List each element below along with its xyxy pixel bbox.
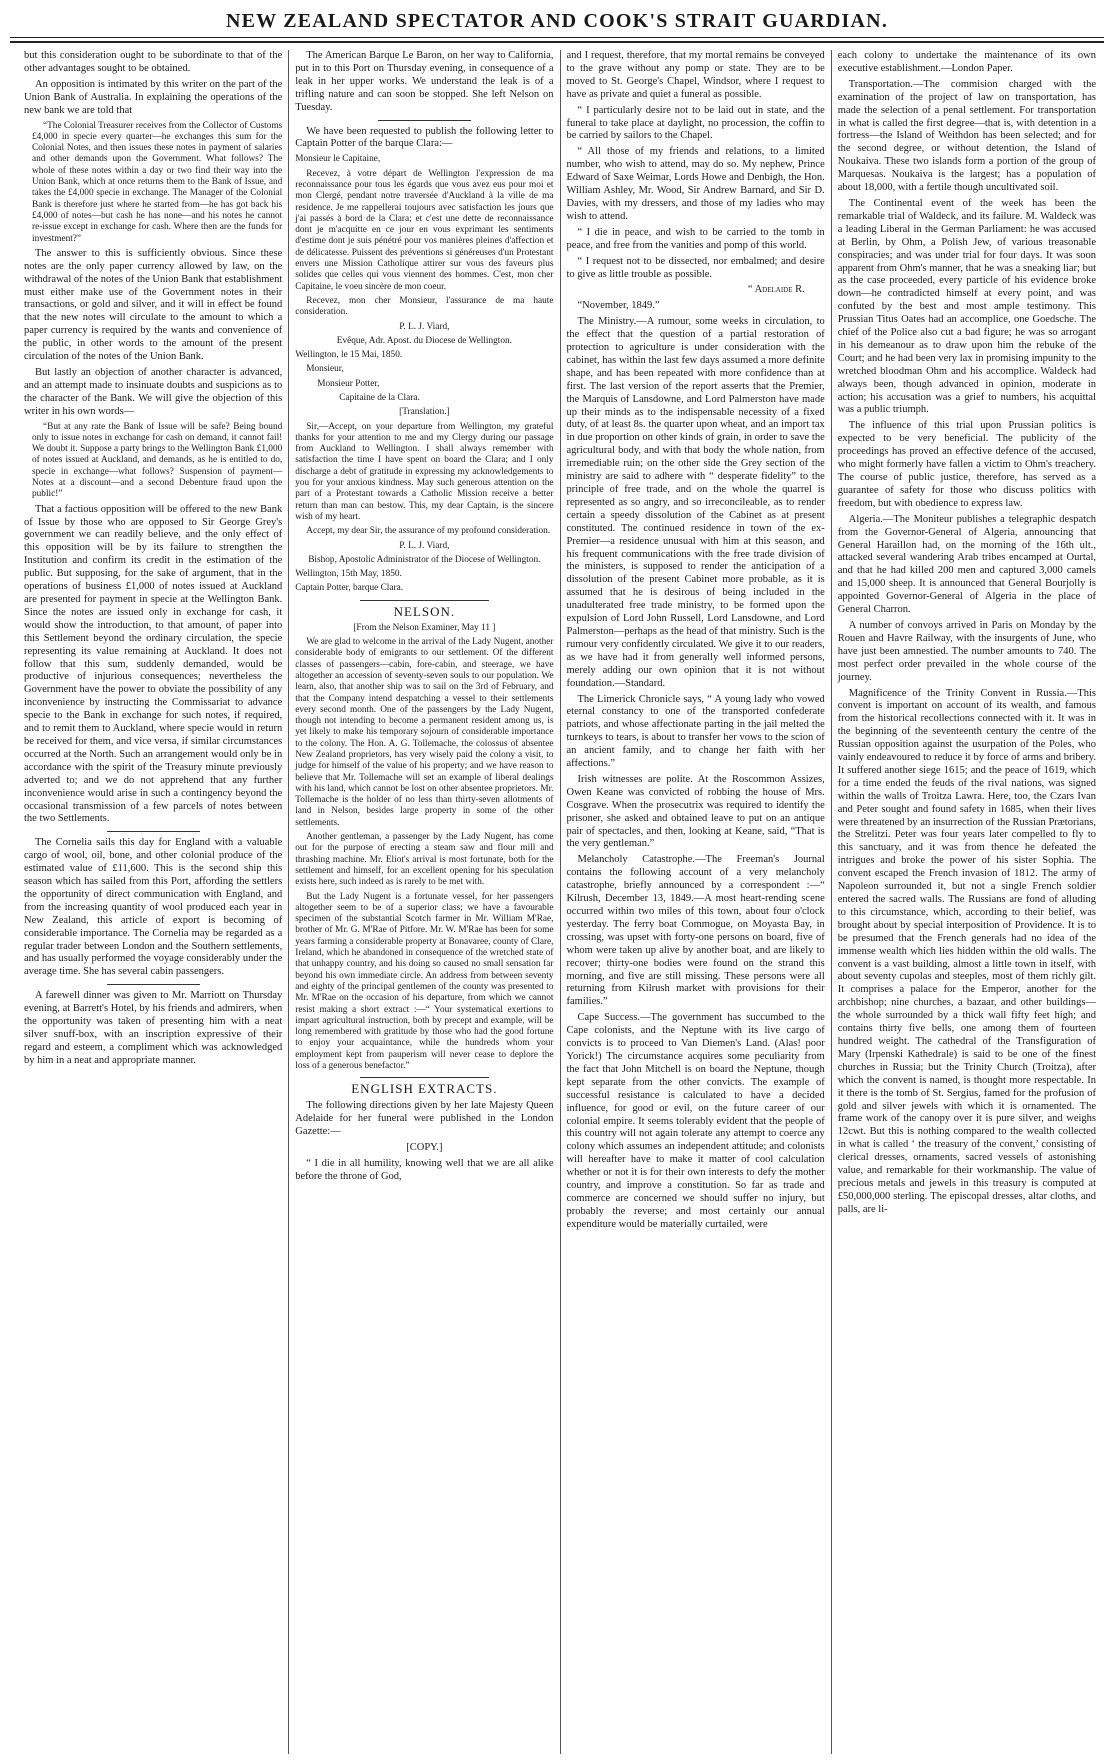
paragraph-cornelia: The Cornelia sails this day for England with a valuable cargo of wool, oil, bone, and other colonial produce of the estimated value of £11,600. This is the second ship this season which has sailed from this Port, affording the settlers the opportunity of direct communication with England, and from the increasing quantity of wool produced each year in New Zealand, this article of export is becoming of considerable importance. The Cornelia may be regarded as a regular trader between London and the Southern settlements, and has usually performed the voyage considerably under the average time. She has several cabin passengers.	[24, 837, 283, 978]
newspaper-title: NEW ZEALAND SPECTATOR AND COOK'S STRAIT GUARDIAN.	[225, 10, 889, 32]
paragraph: The American Barque Le Baron, on her way to California, put in to this Port on Thursday evening, in consequence of a leak in her upper works. We understand the leak is of a trifling nature and can soon be stopped. She left Nelson on Tuesday.	[295, 50, 554, 113]
paragraph: We are glad to welcome in the arrival of the Lady Nugent, another considerable body of emigrants to our settlement. Of the different classes of passengers—cabin, fore-cabin, and steerage, we have altogether an accession of seventy-seven souls to our population. We learn, also, that another ship was to sail on the 3rd of February, and that the Company intend despatching a vessel to their settlements every second month. One of the passengers by the Lady Nugent, though not intending to become a permanent resident among us, is yet likely to make his temporary sojourn of considerable importance to the colony. The Hon. A. G. Tollemache, the colossus of absentee New Zealand proprietors, has very wisely paid the colony a visit, to judge for himself of the value of his property; and we have reason to believe that Mr. Tollemache will set an example of liberal dealings with his land, which cannot be lost on other absentee proprietors. Mr. Tollemache is the holder of no less than thirty-seven allotments of land in Nelson, besides large property in some of the other settlements.	[295, 637, 554, 828]
paragraph-ministry: The Ministry.—A rumour, some weeks in circulation, to the effect that the question of a partial restoration of protection to agriculture is under consideration with the cabinet, has within the last few days assumed a more definite shape, and has been repeated with more confidence than at first. The last version of the report asserts that the Premier, the Marquis of Lansdowne, and Lord Palmerston have made up their minds as to the indispensable necessity of a fixed duty, of at least 8s. the quarter upon wheat, and an import tax in due proportion on other kinds of grain, in order to save the agricultural body, and with that body the whole nation, from irremediable ruin; on the other side the Grey section of the ministry are said to adhere with “ desperate fidelity” to the principle of free trade, and on the whole the quarrel is represented as so angry, and so irreconcileable, as to render certain a speedy dissolution of the Cabinet as at present constituted. The continued residence in town of the ex-Premier—a residence unusual with him at this season, and his frequent communications with the free trade division of the ministers, is supposed to render the anticipation of a dissolution of the present Cabinet more probable, as it is assumed that he is desirous of being included in the unadulterated free trade ministry, to be formed upon the expulsion of Lord John Russell, Lord Lansdowne, and Lord Palmerston—perhaps as the head of that ministry. Such is the rumour very confidently circulated. We give it to our readers, as we have had it from generally well informed persons, merely adding our own opinion that it is not without foundation.—Standard.	[566, 316, 825, 689]
letter-address: Monsieur Potter,	[317, 378, 380, 389]
letter-signature-title: Evêque, Adr. Apost. du Diocese de Wellington.	[336, 335, 512, 346]
paragraph: Irish witnesses are polite. At the Roscommon Assizes, Owen Keane was convicted of robbing the house of Mrs. Cosgrave. When the prosecutrix was required to identify the prisoner, she asked and obtained leave to put on an antique pair of spectacles, and then, looking at Keane, said, “That is the very gentleman.”	[566, 773, 825, 850]
paragraph: “ I die in peace, and wish to be carried to the tomb in peace, and free from the vanities and pomp of this world.	[566, 226, 825, 251]
paragraph: but this consideration ought to be subordinate to that of the other advantages sought to be obtained.	[24, 50, 283, 74]
date-line: “November, 1849.”	[577, 300, 660, 312]
paragraph: An opposition is intimated by this writer on the part of the Union Bank of Australia. In explaining the operations of the new bank we are told that	[24, 78, 283, 116]
letter-date: Wellington, 15th May, 1850.	[295, 569, 402, 580]
letter-body-french: Recevez, à votre départ de Wellington l'expression de ma reconnaissance pour tous les égards que vous avez eus pour moi et mon Clergé, pendant notre traversée d'Auckland à la ville de ma residence. Je me rappellerai toujours avec satisfaction les jours que j'ai passés à bord de la Clara; et c'est une dette de reconnaissance dont je m'acquitte en ce jour en vous exprimant les sentiments d'estime dont je suis pénétré pour vos manières pleines d'affection et de délicatesse. Puissent des préventions si généreuses d'un Protestant envers une Mission Catholique attirer sur vous des faveurs plus solides que celles qui vous viennent des hommes. C'est, mon cher Capitaine, le voeu sincère de mon coeur.	[295, 168, 554, 292]
paragraph-catastrophe: Melancholy Catastrophe.—The Freeman's Journal contains the following account of a very melancholy catastrophe, briefly announced by a correspondent :—“ Kilrush, December 13, 1849.—A most heart-rending scene occurred within two miles of this town, about four o'clock yesterday. The ferry boat Commogue, on Moyasta Bay, in crossing, was upset with forty-one persons on board, five of whom were taken up alive by another boat, and are likely to recover; thirty-one bodies were found on the strand this morning, and five are still missing. These persons were all returning from Kilrush market with provisions for their families.”	[566, 854, 825, 1008]
paragraph: each colony to undertake the maintenance of its own executive establishment.—London Paper.	[837, 50, 1096, 74]
letter-salutation: Monsieur le Capitaine,	[295, 154, 381, 165]
paragraph: We have been requested to publish the following letter to Captain Potter of the barque Clara:—	[295, 125, 554, 150]
page-columns	[18, 50, 1102, 1754]
paragraph: The following directions given by her late Majesty Queen Adelaide for her funeral were published in the London Gazette:—	[295, 1100, 554, 1138]
paragraph: That a factious opposition will be offered to the new Bank of Issue by those who are opposed to Sir George Grey's government we can readily believe, and the only effect of this opposition will be by its failure to strengthen the Institution and confirm its credit in the estimation of the public. But supposing, for the sake of argument, that in the operations of business £1,000 of notes issued at Auckland are presented for payment in specie at the Wellington Bank. Since the notes are issued only in exchange for cash, it would show the introduction, to that amount, of paper into this Settlement beyond the ordinary circulation, the specie representing its value remaining at Auckland. It does not follow that this sum, suddenly demanded, would be productive of injurious consequences; nevertheless the Government have the power to obviate the possibility of any inconvenience by instructing the Commissariat to advance specie to the Bank in exchange for such notes, if required, and to remit them to Auckland, where specie would in return be received for them, and vice versa, if similar circumstances occurred at the North. Such an arrangement would only be in accordance with the spirit of the Treasury minute previously adverted to; and we do not apprehend that any further inconvenience would arise in such a contingency beyond the occasional transmission of a few parcels of notes between the two Settlements.	[24, 503, 283, 825]
letter-body-english: Sir,—Accept, on your departure from Wellington, my grateful thanks for your attention to me and my Clergy during our passage from Auckland to Wellington. I shall always remember with satisfaction the time I have spent on board the Clara; and I only discharge a debt of gratitude in expressing my acknowledgements to you for your anxious kindness. May such generous attention on the part of a Protestant towards a Catholic Mission receive a better return than man can bestow. This, my dear Captain, is the sincere wish of my heart.	[295, 421, 554, 522]
letter-address: Monsieur,	[306, 364, 344, 375]
paragraph: The Limerick Chronicle says, “ A young lady who vowed eternal constancy to one of the transported confederate patriots, and whose affectionate parting in the jail melted the turnkeys to tears, is about to transfer her vows to the scion of an ancient family, and to change her faith with her affections.”	[566, 693, 825, 770]
quotation: “But at any rate the Bank of Issue will be safe? Being bound only to issue notes in exchange for cash on demand, it cannot fail! We doubt it. Suppose a party brings to the Wellington Bank £1,000 of notes issued at Auckland, and demands, as he is entitled to do, specie in exchange—what follows? Suspension of payment—Notes at a discount—and a second Debenture fraud upon the public!”	[32, 421, 283, 500]
letter-signature: P. L. J. Viard,	[399, 321, 450, 332]
masthead	[10, 8, 1104, 43]
paragraph: The Continental event of the week has been the remarkable trial of Waldeck, and its failure. M. Waldeck was a leading Liberal in the German Parliament: he was accused at Berlin, by Ohm, a Polish Jew, of various treasonable conspiracies; and was under trial for four days. It was soon apparent from Ohm's manner, that he was a sneaking liar; but as the case proceeded, every particle of his evidence broke down—he contradicted himself at every point, and was confuted by the best and most ample testimony. This Prussian Titus Oates had an accomplice, one Goedsche. The chief of the Police also cut a bad figure; he was so arrogant in his demeanour as to draw upon him the rebuke of the Court; and he had been very lax in promising impunity to the wretched bloodman Ohm and his accomplice. Waldeck had always been, though advanced in opinion, moderate in action; his accusation was a grief to numbers, his acquittal was a public triumph.	[837, 197, 1096, 416]
paragraph: “ I particularly desire not to be laid out in state, and the funeral to take place at daylight, no procession, the coffin to be carried by sailors to the Chapel.	[566, 104, 825, 142]
paragraph-cape-success: Cape Success.—The government has succumbed to the Cape colonists, and the Neptune with its live cargo of convicts is to proceed to Van Diemen's Land. (Alas! poor Yorick!) The circumstance acquires some peculiarity from the fact that John Mitchell is on board the Neptune, though kept separate from the other convicts. The example of successful resistance is calculated to have a decided influence, for good or evil, on the future career of our colonial empire. It seems tolerably evident that the people of this country will not again tolerate any attempt to coerce any colony which assumes an independent attitude; and colonists will hereafter have to make it matter of cool calculation whether or not it is for their own interests to defy the mother country, and improve a constitution. So far as trade and commerce are concerned we should suffer no injury, but probably the reverse; and most certainly our annual expenditure would be materially curtailed, were	[566, 1012, 825, 1230]
letter-address: Capitaine de la Clara.	[339, 392, 420, 403]
divider	[107, 831, 200, 832]
letter-date: Wellington, le 15 Mai, 1850.	[295, 350, 403, 361]
paragraph-trinity-convent: Magnificence of the Trinity Convent in Russia.—This convent is important on account of its wealth, and famous from the historical recollections connected with it. It was in the beginning of the seventeenth century the centre of the Russian opposition against the usurpation of the Poles, who vainly endeavoured to reduce it by force of arms and bribery. It suffered another siege 1615; and the peace of 1619, which for a time ended the feuds of the rival nations, was signed within the walls of Troitza Lawra. Here, too, the Czars Ivan and Peter sought and found safety in 1685, when their lives were threatened by an insurrection of the Russian Prætorians, the Strelitzi. Peter was four years later compelled to fly to this sanctuary, and it was from thence he defeated the intrigues and broke the power of his sister Sophia. The convent escaped the French invasion of 1812. The army of Napoleon surrounded it, but not a single French soldier entered the sacred walls. The Russians are fond of alluding to this circumstance, which, according to their belief, was brought about by special interposition of Providence. It is to be presumed that the French generals had no idea of the immense wealth which lies hidden within the old walls. The convent is a vast building, almost a little town in itself, with about seventy cupolas and steeples, most of them richly gilt. It comprises a palace for the Emperor, another for the archbishop; nine churches, a bazaar, and other buildings—the whole surrounded by a thick wall fifty feet high; and contains thirty five bells, one among them of fourteen hundred weight. The cathedral of the Transfiguration of Mary (Irpenski Kathedrale) is said to be one of the finest churches in Russia; but the Trinity Church (Troitza), after which the convent is named, is thought more respectable. In it there is the tomb of St. Sergius, famed for the profusion of gold and silver jewels with which it is ornamented. The frame work of the canopy over it is pure silver, and weighs 12cwt. But this is nothing compared to the wealth collected in what is called ‘ the treasury of the convent,’ consisting of clerical dresses, ornaments, sacred vessels of astonishing value, and remarkable for their workmanship. The value of precious metals and jewels in this treasury is computed at £50,000,000 sterling. The episcopal dresses, altar cloths, and palls, are li-	[837, 687, 1096, 1215]
translation-label: [Translation.]	[399, 407, 450, 418]
letter-recipient: Captain Potter, barque Clara.	[295, 583, 404, 594]
paragraph: “ I request not to be dissected, nor embalmed; and desire to give as little trouble as possible.	[566, 255, 825, 280]
paragraph: The influence of this trial upon Prussian politics is expected to be very beneficial. The publicity of the proceedings has proved an effective defence of the accused, who might formerly have fallen a victim to Ohm's treachery. The course of public justice, therefore, has served as a guarantee of safety for those who discuss politics with freedom, but with obedience to express law.	[837, 420, 1096, 509]
quotation: “The Colonial Treasurer receives from the Collector of Customs £4,000 in specie every quarter—he exchanges this sum for the Colonial Notes, and then issues these notes in payment of salaries and other demands upon the Government. What follows? The whole of these notes within a day or two find their way into the Union Bank, which at once returns them to the Bank of Issue, and takes the £4,000 specie in exchange. The Manager of the Colonial Bank is therefore just where he started from—he has got back his £4,000 of notes—but cash he has none—and his notes he cannot re-issue except in exchange for cash. Where then are the funds for investment?”	[32, 120, 283, 244]
section-heading-english-extracts: ENGLISH EXTRACTS.	[295, 1077, 553, 1097]
letter-signature: P. L. J. Viard,	[399, 540, 450, 551]
paragraph: But the Lady Nugent is a fortunate vessel, for her passengers altogether seem to be of a superior class; we have a favourable specimen of the substantial Scotch farmer in Mr. William M'Rae, brother of Mr. G. M'Rae of Pitfore. Mr. W. M'Rae has been for some years farming a considerable property at Bonavaree, county of Clare, Ireland, which he abandoned in consequence of the wretched state of that unhappy country, and his doing so caused no small sensation far beyond his own immediate circle. An address from between seventy and eighty of the principal gentlemen of the county was presented to Mr. M'Rae on the occasion of his departure, from which we cannot resist making a short extract :—“ Your systematical exertions to impart agricultural instruction, both by precept and example, will be long remembered with gratitude by those who had the good fortune to enjoy your acquaintance, while the hundreds whom your employment kept from pauperism will never cease to deplore the loss of a generous benefactor.”	[295, 891, 554, 1072]
paragraph: The answer to this is sufficiently obvious. Since these notes are the only paper currency allowed by law, on the withdrawal of the notes of the Union Bank that establishment must either make use of the Government notes in their transactions, or gold and silver, and it will in effect be found that the new notes will circulate to the amount to which a paper currency is required by the wants and convenience of the public, in other words to the amount of the present circulation of the notes of the Union Bank.	[24, 247, 283, 363]
paragraph: “ I die in all humility, knowing well that we are all alike before the throne of God,	[295, 1157, 554, 1182]
paragraph-algeria: Algeria.—The Moniteur publishes a telegraphic despatch from the Governor-General of Algeria, announcing that General Haraillon had, on the morning of the 16th ult., attacked several wandering Arab tribes encamped at Ourtal, and that he had killed 200 men and captured 3,000 camels and 15,000 sheep. It is announced that General Bourjolly is appointed Governor-General of Algeria in the place of General Charron.	[837, 513, 1096, 616]
paragraph: But lastly an objection of another character is advanced, and an attempt made to insinuate doubts and suspicions as to the character of the Bank. We will give the objection of this writer in his own words—	[24, 366, 283, 417]
column-2	[289, 50, 560, 1754]
paragraph: Another gentleman, a passenger by the Lady Nugent, has come out for the purpose of erecting a steam saw and flour mill and thrashing machine. Mr. Eliot's arrival is most fortunate, both for the settlement and himself, for an excellent opening for his speculation exists here, such indeed as is rarely to be met with.	[295, 832, 554, 888]
paragraph: A number of convoys arrived in Paris on Monday by the Rouen and Havre Railway, with the insurgents of June, who have just been amnestied. The number amounts to 740. The most perfect order prevailed in the whole course of the journey.	[837, 619, 1096, 683]
paragraph-farewell: A farewell dinner was given to Mr. Marriott on Thursday evening, at Barrett's Hotel, by his friends and admirers, when the opportunity was taken of presenting him with a neat silver snuff-box, with an inscription expressive of their regard and esteem, a compliment which was acknowledged by him in a neat and appropriate manner.	[24, 990, 283, 1066]
signature: “ Adelaide R.	[747, 284, 805, 296]
letter-body-english: Accept, my dear Sir, the assurance of my profound consideration.	[306, 526, 551, 537]
column-1	[18, 50, 289, 1754]
column-4	[832, 50, 1102, 1754]
section-heading-nelson: NELSON.	[295, 600, 553, 620]
source-credit: [From the Nelson Examiner, May 11 ]	[353, 622, 496, 633]
copy-label: [COPY.]	[406, 1142, 443, 1154]
divider	[378, 120, 471, 121]
divider	[107, 984, 200, 985]
letter-body-french: Recevez, mon cher Monsieur, l'assurance de ma haute consideration.	[295, 295, 554, 318]
paragraph-transportation: Transportation.—The commision charged with the examination of the project of law on transportation, has made the selection of a penal settlement. For transportation in what is called the first degree—that is, with detention in a fortress—the Island of Weithdon has been selected; and for the second degree, or without detention, the Island of Noukaiva. These two islands form a portion of the group of Marquesas. Noukaiva is the largest; has a population of about 18,000, with a fertile though uncultivated soil.	[837, 78, 1096, 194]
paragraph: and I request, therefore, that my mortal remains be conveyed to the grave without any pomp or state. They are to be moved to St. George's Chapel, Windsor, where I request to have as private and quiet a funeral as possible.	[566, 50, 825, 100]
column-3	[561, 50, 832, 1754]
paragraph: “ All those of my friends and relations, to a limited number, who wish to attend, may do so. My nephew, Prince Edward of Saxe Weimar, Lords Howe and Denbigh, the Hon. William Ashley, Mr. Wood, Sir Andrew Barnard, and Sir D. Davies, with my dressers, and those of my ladies who may wish to attend.	[566, 146, 825, 222]
letter-signature-title: Bishop, Apostolic Administrator of the Diocese of Wellington.	[308, 554, 541, 565]
masthead-rule	[10, 37, 1104, 43]
